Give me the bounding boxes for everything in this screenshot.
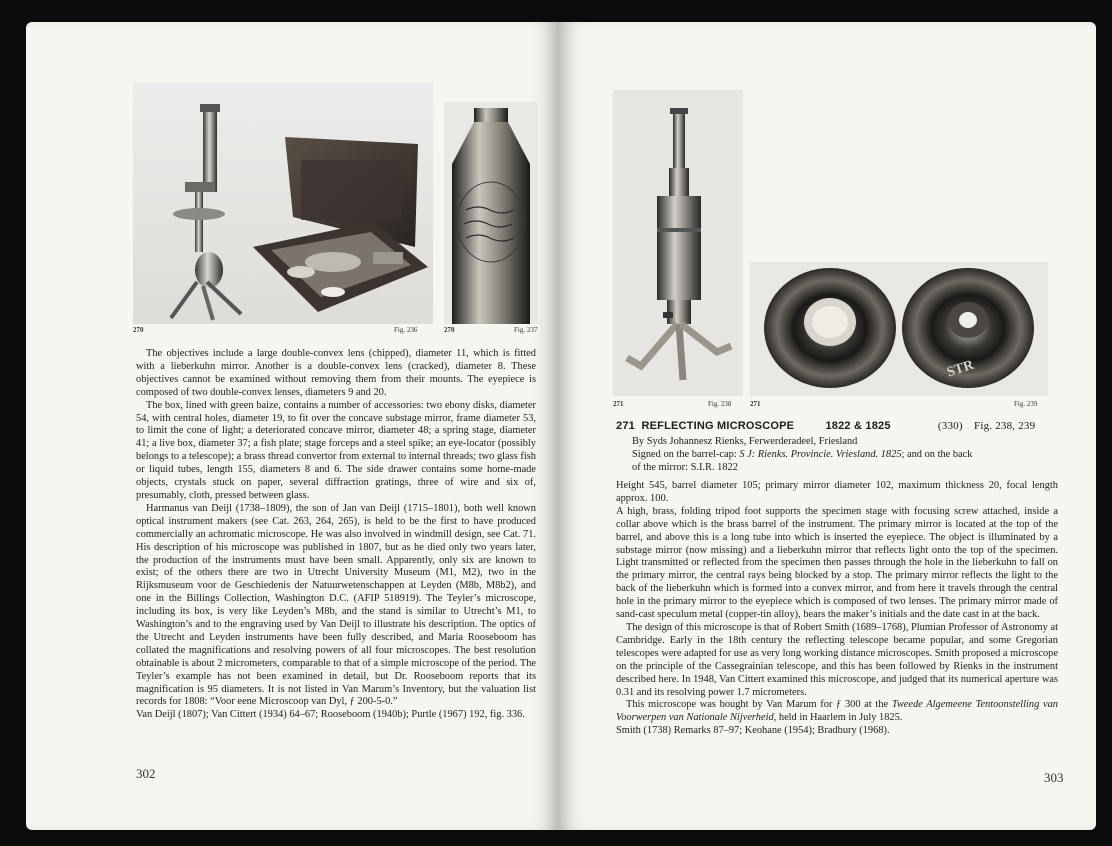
reflecting-microscope-illustration bbox=[613, 90, 743, 396]
entry-number: 271 bbox=[616, 420, 635, 432]
fig-237-label: Fig. 237 bbox=[514, 326, 538, 334]
signed-suffix: ; and on the back bbox=[901, 448, 973, 460]
fig-236-label: Fig. 236 bbox=[394, 326, 418, 334]
entry-title: REFLECTING MICROSCOPE bbox=[641, 420, 795, 432]
entry-maker: By Syds Johannesz Rienks, Ferwerderadeel, Friesland bbox=[632, 436, 858, 447]
photo-primary-mirror bbox=[750, 262, 1048, 396]
mirrors-illustration bbox=[750, 262, 1048, 396]
paragraph-bought bbox=[616, 699, 1058, 725]
entry-signature-line2: of the mirror: S.I.R. 1822 bbox=[632, 461, 738, 473]
entry-signature bbox=[632, 449, 1062, 462]
fig-238-number: 271 bbox=[613, 400, 624, 408]
references: Smith (1738) Remarks 87–97; Keohane (1954); Bradbury (1968). bbox=[616, 725, 890, 737]
entry-dates: 1822 & 1825 bbox=[825, 420, 891, 432]
bought-suffix: , held in Haarlem in July 1825. bbox=[773, 712, 903, 724]
entry-figs: Fig. 238, 239 bbox=[974, 420, 1036, 432]
cylinder-illustration bbox=[444, 102, 538, 324]
left-body-text bbox=[136, 348, 536, 722]
photo-reflecting-microscope bbox=[613, 90, 743, 396]
page-number-left: 302 bbox=[136, 766, 156, 781]
fig-237-number: 270 bbox=[444, 326, 455, 334]
right-body-text bbox=[616, 480, 1058, 738]
entry-attribution bbox=[632, 436, 1062, 475]
signed-prefix: Signed on the barrel-cap: bbox=[632, 448, 740, 460]
photo-microscope-with-box bbox=[133, 82, 433, 324]
references: Van Deijl (1807); Van Cittert (1934) 64–67; Rooseboom (1940b); Purtle (1967) 192, fig. 336. bbox=[136, 709, 525, 721]
paragraph: Harmanus van Deijl (1738–1809), the son of Jan van Deijl (1715–1801), both well known optical instrument makers (see Cat. 263, 264, 265), is held to be the first to have produced commercially an achromatic microscope. He was also involved in windmill design, see Cat. 71. His description of his microscope was published in 1807, but as he died only two years later, the production of the instruments must have been small. Apparently, only six are known to exist; of the others there are two in Utrecht University Museum (M1, M2), two in the Rijksmuseum voor de Geschiedenis der Natuurwetenschappen at Leyden (M8b, M8b2), and one in the Billings Collection, Washington D.C. (AFIP 518919). The Teyler’s microscope, including its box, is very like Leyden’s M8b, and the stand is similar to Utrecht’s M1, to Washington’s and to the engraving used by Van Deijl to illustrate his description. The optics of the Utrecht and Leyden instruments have been fully described, and Maria Rooseboom has collated the magnifications and resolving powers of all four microscopes. The best resolution obtainable is about 2 micrometers, comparable to that of a simple microscope of the period. The Teyler’s example has not been examined in detail, but Dr. Rooseboom reports that its magnification is 95 diameters. It is not listed in Van Marum’s Inventory, but the valuation list records for 1808: “Voor eene Microscoop van Dyl, ƒ 200-5-0.” bbox=[136, 502, 536, 708]
left-page bbox=[26, 22, 558, 830]
right-page bbox=[558, 22, 1096, 830]
paragraph: The box, lined with green baize, contains a number of accessories: two ebony disks, diameter 54, with central holes, diameter 19, to fit over the concave substage mirror, frame diameter 53, to limit the cone of light; a deteriorated concave mirror, diameter 48; a spring stage, diameter 41; a live box, diameter 37; a fish plate; stage forceps and a steel spike; an eye-locator (possibly belongs to a telescope); a brass thread convertor from external to internal threads; two glass fish or liquid tubes, length 155, diameters 8 and 6. The side drawer contains some home-made objects, crystals stuck on paper, several diffraction gratings, three of wire and six of, presumably, cloth, pressed between glass. bbox=[136, 399, 536, 501]
fig-239-label: Fig. 239 bbox=[1014, 400, 1038, 408]
paragraph: Height 545, barrel diameter 105; primary mirror diameter 102, maximum thickness 20, focal length approx. 100. bbox=[616, 480, 1058, 504]
paragraph: The design of this microscope is that of Robert Smith (1689–1768), Plumian Professor of Astronomy at Cambridge. Early in the 18th century the reflecting telescope became popular, and some Gregorian telescopes were adapted for use as very long working distance microscopes. Smith proposed a microscope on the principle of the Cassegrainian telescope, and this has been followed by Rienks in the instrument described here. In 1948, Van Cittert examined this microscope, and judged that its numerical aperture was 0.31 and its resolving power 1.7 micrometers. bbox=[616, 621, 1058, 698]
bought-prefix: This microscope was bought by Van Marum for ƒ 300 at the bbox=[626, 699, 892, 711]
fig-238-label: Fig. 238 bbox=[708, 400, 732, 408]
page-number-right: 303 bbox=[1044, 770, 1064, 785]
fig-239-number: 271 bbox=[750, 400, 761, 408]
svg-text:STR: STR bbox=[945, 357, 976, 381]
signed-inscription: S J: Rienks. Provincie. Vriesland. 1825 bbox=[739, 448, 902, 460]
fig-236-number: 270 bbox=[133, 326, 144, 334]
exhibition-title: Tweede Algemeene Tentoonstelling van Voorwerpen van Nationale Nijverheid bbox=[616, 699, 1058, 724]
entry-heading bbox=[616, 420, 1056, 432]
entry-ref: (330) bbox=[937, 420, 963, 432]
photo-engraved-cylinder bbox=[444, 102, 538, 324]
microscope-box-illustration bbox=[133, 82, 433, 324]
paragraph: A high, brass, folding tripod foot supports the specimen stage with focusing screw attached, inside a collar above which is the brass barrel of the instrument. The primary mirror is located at the top of the barrel, and above this is a long tube into which is inserted the eyepiece. The object is illuminated by a substage mirror (now missing) and a lieberkuhn mirror that reflects light onto the top of the specimen. Light transmitted or reflected from the specimen then passes through the hole in the lieberkuhn to fall on the primary mirror, the central rays being blocked by a stop. The primary mirror reflects the light to the back of the lieberkuhn which is formed into a convex mirror, and from here it travels through the central hole in the primary mirror to the eyepiece which is composed of two lenses. The primary mirror made of sand-cast speculum metal (copper-tin alloy), bears the maker’s initials and the date cast in at the back. bbox=[616, 505, 1058, 621]
paragraph: The objectives include a large double-convex lens (chipped), diameter 11, which is fitted with a lieberkuhn mirror. Another is a double-convex lens (cracked), diameter 8. These objectives cannot be examined without removing them from their mounts. The eyepiece is composed of two double-convex lenses, diameters 9 and 20. bbox=[136, 348, 536, 398]
